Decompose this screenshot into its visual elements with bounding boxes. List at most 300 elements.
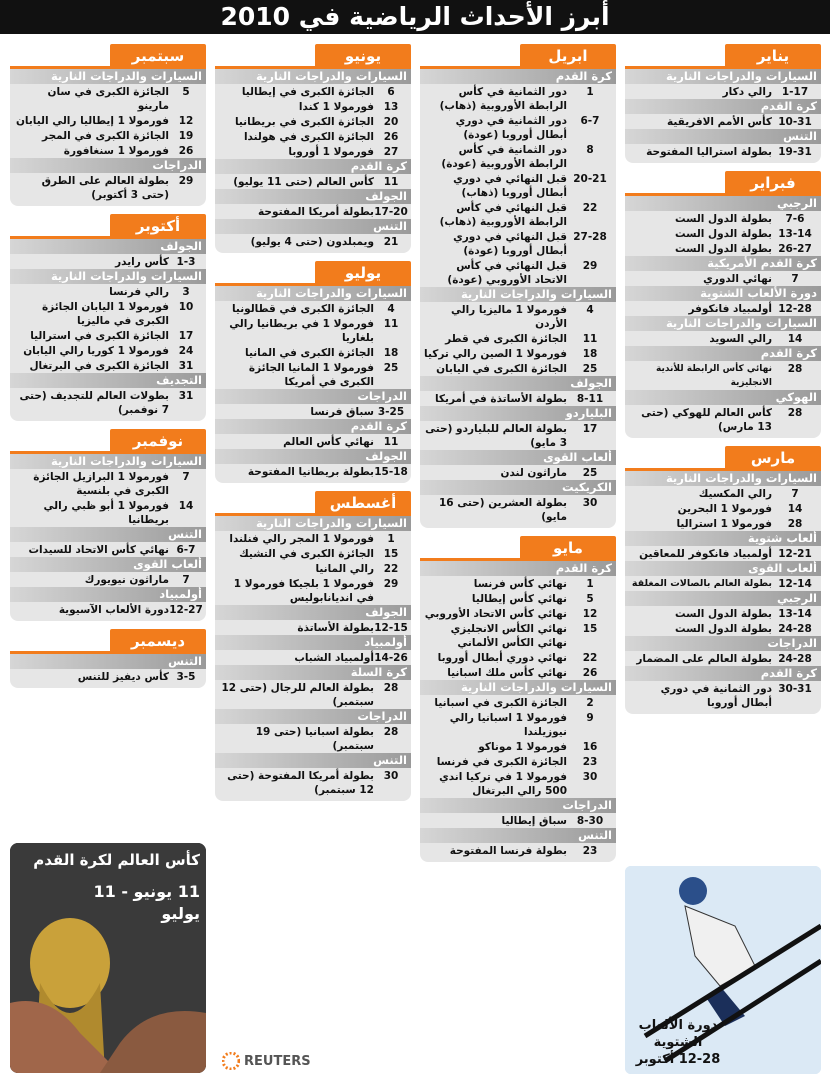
event-date: 29 [383, 578, 399, 590]
section-header: الجولف [215, 605, 411, 620]
event-text: بطولة الدول الست [675, 213, 772, 225]
event-row [625, 576, 821, 591]
month-line [420, 66, 616, 69]
month-may [420, 536, 616, 561]
event-text: بطولة الدول الست [675, 228, 772, 240]
event-row [215, 561, 411, 576]
event-text: بطولة فرنسا المفتوحة [449, 845, 567, 857]
event-date: 24-28 [778, 653, 812, 665]
event-date: 26 [383, 131, 399, 143]
event-text: بطولة العالم للبلياردو (حتى 3 مايو) [425, 423, 567, 449]
trophy-illustration [10, 843, 206, 1073]
event-row [625, 84, 821, 99]
event-text: بطولة اسبانيا (حتى 19 سبتمبر) [255, 726, 374, 752]
event-text: بطولة العالم على المضمار [636, 653, 772, 665]
event-text: الجائزة الكبرى في قطالونيا [231, 303, 374, 315]
event-text: كأس الأمم الافريقية [667, 116, 772, 128]
event-row [625, 301, 821, 316]
event-row [10, 113, 206, 128]
event-text: فورمولا 1 بلجيكا فورمولا 1 في انديانابوليس [233, 578, 374, 604]
event-text: فورمولا 1 اليابان الجائزة الكبرى في ماليزيا [41, 301, 169, 327]
event-text: بطولة العالم على الطرق (حتى 3 أكتوبر) [41, 175, 169, 201]
section-header: التنس [10, 527, 206, 542]
event-date: 13 [383, 101, 399, 113]
reuters-wordmark: REUTERS [244, 1053, 311, 1069]
section-header: الجولف [215, 189, 411, 204]
event-text: بطولة الأساتذة في أمريكا [434, 393, 567, 405]
event-text: فورمولا 1 البحرين [677, 503, 772, 515]
event-row [10, 343, 206, 358]
event-text: فورمولا 1 البرازيل الجائزة الكبرى في بلنسية [33, 471, 169, 497]
event-text: كأس العالم للهوكي (حتى 13 مارس) [641, 407, 772, 433]
event-text: دور الثمانية في كأس الرابطة الأوروبية (عودة) [441, 144, 567, 170]
event-text: نهائي كأس إيطاليا [471, 593, 567, 605]
event-date: 20 [383, 116, 399, 128]
month-line [215, 513, 411, 516]
world-cup-title: كأس العالم لكرة القدم [33, 851, 200, 869]
event-date: 1 [586, 578, 594, 590]
month-august [215, 491, 411, 516]
event-row [10, 669, 206, 684]
event-date: 29 [582, 260, 598, 272]
month-box [10, 69, 206, 206]
section-header: السيارات والدراجات النارية [420, 287, 616, 302]
event-text: نهائي كأس العالم [283, 436, 374, 448]
event-row [625, 546, 821, 561]
section-header: الرجبي [625, 196, 821, 211]
event-row [625, 271, 821, 286]
event-date: 14 [178, 500, 194, 512]
event-text: رالي فرنسا [109, 286, 169, 298]
event-date: 28 [383, 682, 399, 694]
column-4 [10, 36, 206, 688]
section-header: التنس [10, 654, 206, 669]
section-header: ألعاب شتوية [625, 531, 821, 546]
section-header: السيارات والدراجات النارية [215, 69, 411, 84]
event-text: فورمولا 1 الصين رالي تركيا [424, 348, 567, 360]
event-text: ماراثون نيويورك [84, 574, 169, 586]
event-text: أولمبياد فانكوفر للمعاقين [639, 548, 772, 560]
event-date: 22 [383, 563, 399, 575]
event-date: 12-14 [778, 578, 812, 590]
month-label: فبراير [725, 171, 821, 196]
skier-helmet [679, 877, 707, 905]
month-label: يونيو [315, 44, 411, 69]
event-row [10, 328, 206, 343]
event-date: 13-14 [778, 228, 812, 240]
month-october [10, 214, 206, 239]
event-row [420, 84, 616, 113]
section-header: السيارات والدراجات النارية [10, 69, 206, 84]
event-date: 14 [787, 503, 803, 515]
event-date: 4 [387, 303, 395, 315]
event-row [625, 241, 821, 256]
event-text: الجائزة الكبرى في هولندا [243, 131, 374, 143]
event-row [10, 128, 206, 143]
event-date: 12-28 [778, 303, 812, 315]
event-text: سباق فرنسا [310, 406, 374, 418]
event-row [215, 434, 411, 449]
event-row [215, 345, 411, 360]
event-row [420, 465, 616, 480]
event-date: 17-20 [374, 206, 408, 218]
event-text: ماراثون لندن [500, 467, 567, 479]
section-header: الرجبي [625, 591, 821, 606]
section-header: كرة القدم الأمريكية [625, 256, 821, 271]
month-label: ديسمبر [110, 629, 206, 654]
month-june [215, 44, 411, 69]
event-text: فورمولا 1 في تركيا اندي 500 رالي البرتغال [439, 771, 567, 797]
section-header: الدراجات [420, 798, 616, 813]
page-title: أبرز الأحداث الرياضية في 2010 [0, 0, 830, 34]
reuters-logo [222, 1052, 311, 1070]
event-text: الجائزة الكبرى في إيطاليا [241, 86, 374, 98]
event-row [215, 174, 411, 189]
event-date: 12-15 [374, 622, 408, 634]
section-header: السيارات والدراجات النارية [625, 471, 821, 486]
event-date: 28 [787, 518, 803, 530]
section-header: كرة القدم [625, 346, 821, 361]
event-date: 25 [582, 363, 598, 375]
event-row [420, 495, 616, 524]
event-date: 3-25 [377, 406, 405, 418]
month-box [215, 516, 411, 801]
event-text: نهائي دوري أبطال أوروبا [437, 652, 567, 664]
event-row [625, 621, 821, 636]
month-label: نوفمبر [110, 429, 206, 454]
month-box [420, 69, 616, 528]
event-row [215, 99, 411, 114]
event-text: نهائي كأس فرنسا [473, 578, 567, 590]
event-text: بطولة استراليا المفتوحة [646, 146, 772, 158]
event-row [625, 516, 821, 531]
section-header: التنس [215, 219, 411, 234]
event-text: بطولة العالم للرجال (حتى 12 سبتمبر) [221, 682, 374, 708]
section-header: دورة الألعاب الشتوية [625, 286, 821, 301]
event-text: دور الثمانية في دوري أبطال أوروبا (عودة) [455, 115, 567, 141]
month-december [10, 629, 206, 654]
event-date: 27 [383, 146, 399, 158]
event-row [420, 665, 616, 680]
event-row [215, 464, 411, 479]
section-header: السيارات والدراجات النارية [625, 316, 821, 331]
event-text: الجائزة الكبرى في بريطانيا [234, 116, 374, 128]
event-text: سباق إيطاليا [501, 815, 567, 827]
event-text: نهائي الدوري [703, 273, 772, 285]
event-text: ويمبلدون (حتى 4 يوليو) [250, 236, 374, 248]
month-label: أغسطس [315, 491, 411, 516]
event-date: 11 [383, 436, 399, 448]
event-row [420, 843, 616, 858]
section-header: كرة السلة [215, 665, 411, 680]
event-row [10, 173, 206, 202]
event-text: قبل النهائي في كأس الاتحاد الأوروبي (عودة) [447, 260, 567, 286]
event-row [10, 572, 206, 587]
event-text: فورمولا 1 أوروبا [288, 146, 374, 158]
event-row [420, 769, 616, 798]
event-row [625, 114, 821, 129]
event-date: 12 [178, 115, 194, 127]
month-line [10, 451, 206, 454]
event-text: بطولة أمريكا المفتوحة [258, 206, 374, 218]
event-date: 17 [582, 423, 598, 435]
event-row [625, 226, 821, 241]
month-line [10, 651, 206, 654]
month-line [625, 468, 821, 471]
event-text: نهائي كأس الاتحاد للسيدات [28, 544, 169, 556]
event-date: 2 [586, 697, 594, 709]
event-row [420, 258, 616, 287]
event-date: 17 [178, 330, 194, 342]
event-text: الجائزة الكبرى في فرنسا [436, 756, 567, 768]
month-box [625, 196, 821, 438]
event-date: 13-14 [778, 608, 812, 620]
event-row [625, 211, 821, 226]
event-text: نهائي كأس الرابطة للأندية الانجليزية [656, 364, 772, 388]
event-row [625, 331, 821, 346]
event-text: فورمولا 1 موناكو [478, 741, 567, 753]
event-text: كأس العالم (حتى 11 يوليو) [233, 176, 374, 188]
event-text: الجائزة الكبرى في التشيك [239, 548, 374, 560]
month-label: مايو [520, 536, 616, 561]
event-row [625, 651, 821, 666]
event-row [215, 546, 411, 561]
event-row [10, 602, 206, 617]
event-text: دورة الألعاب الآسيوية [58, 604, 169, 616]
section-header: الجولف [215, 449, 411, 464]
event-row [420, 813, 616, 828]
event-date: 12-21 [778, 548, 812, 560]
section-header: السيارات والدراجات النارية [215, 286, 411, 301]
event-row [420, 754, 616, 769]
event-date: 26 [178, 145, 194, 157]
event-date: 22 [582, 202, 598, 214]
section-header: الدراجات [215, 389, 411, 404]
event-row [215, 576, 411, 605]
event-row [420, 346, 616, 361]
event-date: 11 [383, 318, 399, 330]
event-text: نهائي كأس ملك اسبانيا [447, 667, 567, 679]
event-row [420, 229, 616, 258]
event-date: 18 [383, 347, 399, 359]
event-row [625, 681, 821, 710]
event-text: بطولة الدول الست [675, 243, 772, 255]
event-date: 10 [178, 301, 194, 313]
section-header: الدراجات [215, 709, 411, 724]
event-date: 7 [182, 471, 190, 483]
section-header: السيارات والدراجات النارية [10, 269, 206, 284]
event-date: 12 [582, 608, 598, 620]
event-text: فورمولا 1 كندا [298, 101, 374, 113]
event-row [10, 469, 206, 498]
event-date: 1-3 [176, 256, 196, 268]
month-line [10, 236, 206, 239]
month-line [420, 558, 616, 561]
event-date: 5 [182, 86, 190, 98]
event-text: الجائزة الكبرى في استراليا [30, 330, 169, 342]
event-row [215, 404, 411, 419]
section-header: السيارات والدراجات النارية [420, 680, 616, 695]
event-text: فورمولا 1 اسبانيا رالي نيوزيلندا [449, 712, 567, 738]
event-row [420, 361, 616, 376]
event-text: الجائزة الكبرى في البرتغال [29, 360, 169, 372]
event-text: بطولة الدول الست [675, 608, 772, 620]
event-row [10, 358, 206, 373]
event-row [420, 591, 616, 606]
event-row [420, 621, 616, 650]
month-line [625, 66, 821, 69]
month-april [420, 44, 616, 69]
section-header: أولمبياد [10, 587, 206, 602]
event-text: فورمولا 1 استراليا [676, 518, 772, 530]
event-date: 7-6 [785, 213, 805, 225]
month-february [625, 171, 821, 196]
event-date: 23 [582, 845, 598, 857]
event-date: 28 [787, 363, 803, 375]
world-cup-dates: 11 يونيو - 11 يوليو [93, 882, 200, 923]
event-date: 21 [383, 236, 399, 248]
event-row [420, 171, 616, 200]
event-date: 6 [387, 86, 395, 98]
event-text: قبل النهائي في دوري أبطال أوروبا (ذهاب) [453, 173, 567, 199]
event-date: 8-11 [576, 393, 604, 405]
event-date: 1-17 [781, 86, 809, 98]
event-text: كأس ديفيز للتنس [77, 671, 169, 683]
event-date: 3-5 [176, 671, 196, 683]
event-date: 25 [383, 362, 399, 374]
event-row [420, 606, 616, 621]
month-box [215, 286, 411, 483]
event-date: 1 [586, 86, 594, 98]
section-header: كرة القدم [420, 561, 616, 576]
event-row [420, 331, 616, 346]
section-header: السيارات والدراجات النارية [215, 516, 411, 531]
event-text: بطولة أمريكا المفتوحة (حتى 12 سبتمبر) [227, 770, 374, 796]
event-row [215, 114, 411, 129]
month-line [215, 66, 411, 69]
event-date: 18 [582, 348, 598, 360]
event-row [10, 284, 206, 299]
event-row [420, 710, 616, 739]
event-text: الجائزة الكبرى في اسبانيا [434, 697, 567, 709]
month-july [215, 261, 411, 286]
event-row [215, 204, 411, 219]
event-text: رالي المانيا [315, 563, 374, 575]
month-label: مارس [725, 446, 821, 471]
event-row [215, 724, 411, 753]
event-text: الجائزة الكبرى في المجر [42, 130, 169, 142]
month-box [625, 69, 821, 163]
event-text: فورمولا 1 أبو ظبي رالي بريطانيا [43, 500, 169, 526]
event-row [215, 768, 411, 797]
month-label: أكتوبر [110, 214, 206, 239]
event-date: 29 [178, 175, 194, 187]
event-row [10, 388, 206, 417]
event-row [10, 254, 206, 269]
event-row [215, 360, 411, 389]
section-header: الجولف [10, 239, 206, 254]
event-date: 4 [586, 304, 594, 316]
event-text: كأس رايدر [115, 256, 169, 268]
event-date: 19-31 [778, 146, 812, 158]
section-header: كرة القدم [625, 99, 821, 114]
event-text: رالي السويد [709, 333, 772, 345]
section-header: ألعاب القوى [625, 561, 821, 576]
event-row [625, 486, 821, 501]
event-row [10, 143, 206, 158]
event-text: بطولة الأساتذة [297, 622, 374, 634]
event-text: الجائزة الكبرى في سان مارينو [47, 86, 169, 112]
event-text: دور الثمانية في كأس الرابطة الأوروبية (ذهاب) [439, 86, 567, 112]
event-text: دور الثمانية في دوري أبطال أوروبا [660, 683, 772, 709]
section-header: أولمبياد [215, 635, 411, 650]
section-header: التنس [215, 753, 411, 768]
event-text: بطولات العالم للتجديف (حتى 7 نوفمبر) [19, 390, 169, 416]
event-row [215, 301, 411, 316]
event-text: فورمولا 1 المانيا الجائزة الكبرى في أمريكا [248, 362, 374, 388]
event-row [10, 542, 206, 557]
event-date: 31 [178, 360, 194, 372]
month-march [625, 446, 821, 471]
section-header: الدراجات [10, 158, 206, 173]
event-text: أولمبياد الشباب [294, 652, 374, 664]
event-date: 7 [791, 273, 799, 285]
month-label: ابريل [520, 44, 616, 69]
event-text: بطولة العالم بالصالات المغلقة [631, 578, 772, 589]
event-date: 14-26 [374, 652, 408, 664]
event-date: 25 [582, 467, 598, 479]
event-row [215, 234, 411, 249]
month-box [10, 654, 206, 688]
event-text: فورمولا 1 المجر رالي فنلندا [229, 533, 374, 545]
event-date: 8-30 [576, 815, 604, 827]
event-text: فورمولا 1 كوريا رالي اليابان [23, 345, 169, 357]
event-row [420, 142, 616, 171]
event-date: 19 [178, 130, 194, 142]
event-date: 28 [383, 726, 399, 738]
event-row [215, 316, 411, 345]
event-date: 30 [582, 497, 598, 509]
event-date: 15-18 [374, 466, 408, 478]
event-text: رالي دكار [722, 86, 772, 98]
event-row [420, 739, 616, 754]
event-date: 8 [586, 144, 594, 156]
event-row [625, 501, 821, 516]
event-date: 30 [383, 770, 399, 782]
event-date: 27-28 [573, 231, 607, 243]
event-row [420, 113, 616, 142]
event-date: 9 [586, 712, 594, 724]
event-date: 26 [582, 667, 598, 679]
event-row [420, 200, 616, 229]
event-date: 16 [582, 741, 598, 753]
section-header: السيارات والدراجات النارية [625, 69, 821, 84]
event-date: 6-7 [580, 115, 600, 127]
month-box [625, 471, 821, 714]
column-3 [215, 36, 411, 801]
event-date: 6-7 [176, 544, 196, 556]
event-date: 12-27 [169, 604, 203, 616]
event-text: بطولة العشرين (حتى 16 مايو) [438, 497, 567, 523]
event-date: 15 [582, 623, 598, 635]
event-date: 20-21 [573, 173, 607, 185]
event-date: 24-28 [778, 623, 812, 635]
event-date: 31 [178, 390, 194, 402]
event-text: الجائزة الكبرى في اليابان [436, 363, 567, 375]
event-text: رالي المكسيك [698, 488, 772, 500]
event-row [215, 531, 411, 546]
section-header: الكريكيت [420, 480, 616, 495]
